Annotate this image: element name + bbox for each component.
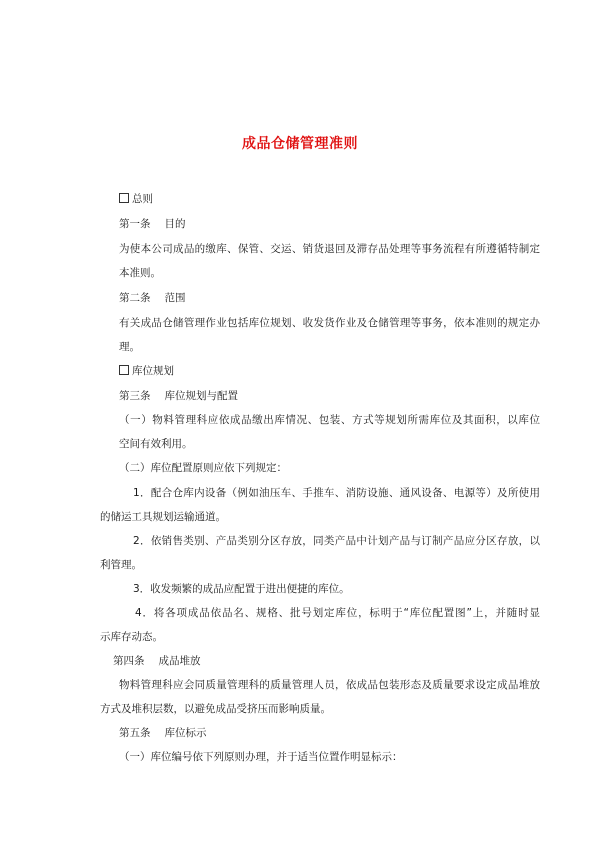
- article-2-heading: 第二条 范围: [119, 292, 186, 304]
- article-4-heading: 第四条 成品堆放: [113, 655, 201, 667]
- document-title: 成品仓储管理准则: [242, 136, 358, 152]
- article-5-item-1: （一）库位编号依下列原则办理，并于适当位置作明显标示：: [119, 751, 403, 763]
- article-3-sub-3: 3．收发频繁的成品应配置于进出便捷的库位。: [133, 583, 350, 595]
- article-3-item-2: （二）库位配置原则应依下列规定：: [119, 462, 287, 474]
- section-heading-general: 总则: [119, 192, 153, 206]
- article-3-sub-1-line-1: 1．配合仓库内设备（例如油压车、手推车、消防设施、通风设备、电源等）及所使用: [133, 487, 540, 499]
- article-3-heading: 第三条 库位规划与配置: [119, 390, 238, 402]
- article-5-heading: 第五条 库位标示: [119, 727, 207, 739]
- article-3-sub-4-line-2: 示库存动态。: [100, 631, 163, 643]
- article-1-heading: 第一条 目的: [119, 218, 186, 230]
- section-heading-location-planning: 库位规划: [119, 364, 174, 378]
- article-4-text-line-1: 物料管理科应会同质量管理科的质量管理人员，依成品包装形态及质量要求设定成品堆放: [119, 679, 540, 691]
- checkbox-square-icon: [119, 365, 129, 375]
- article-3-sub-2-line-2: 利管理。: [100, 559, 142, 571]
- checkbox-square-icon: [119, 193, 129, 203]
- article-3-item-1-line-2: 空间有效利用。: [119, 438, 193, 450]
- article-4-text-line-2: 方式及堆积层数，以避免成品受挤压而影响质量。: [100, 703, 331, 715]
- article-3-sub-4-line-1: 4．将各项成品依品名、规格、批号划定库位，标明于“库位配置图”上，并随时显: [135, 607, 540, 619]
- article-2-text-line-2: 理。: [119, 341, 140, 353]
- article-3-sub-2-line-1: 2．依销售类别、产品类别分区存放，同类产品中计划产品与订制产品应分区存放，以: [133, 535, 540, 547]
- article-3-item-1-line-1: （一）物料管理科应依成品缴出库情况、包装、方式等规划所需库位及其面积，以库位: [119, 414, 540, 426]
- article-1-text-line-1: 为使本公司成品的缴库、保管、交运、销货退回及滞存品处理等事务流程有所遵循特制定: [119, 243, 540, 255]
- article-3-sub-1-line-2: 的储运工具规划运输通道。: [100, 511, 226, 523]
- article-1-text-line-2: 本准则。: [119, 267, 161, 279]
- article-2-text-line-1: 有关成品仓储管理作业包括库位规划、收发货作业及仓储管理等事务，依本准则的规定办: [119, 317, 540, 329]
